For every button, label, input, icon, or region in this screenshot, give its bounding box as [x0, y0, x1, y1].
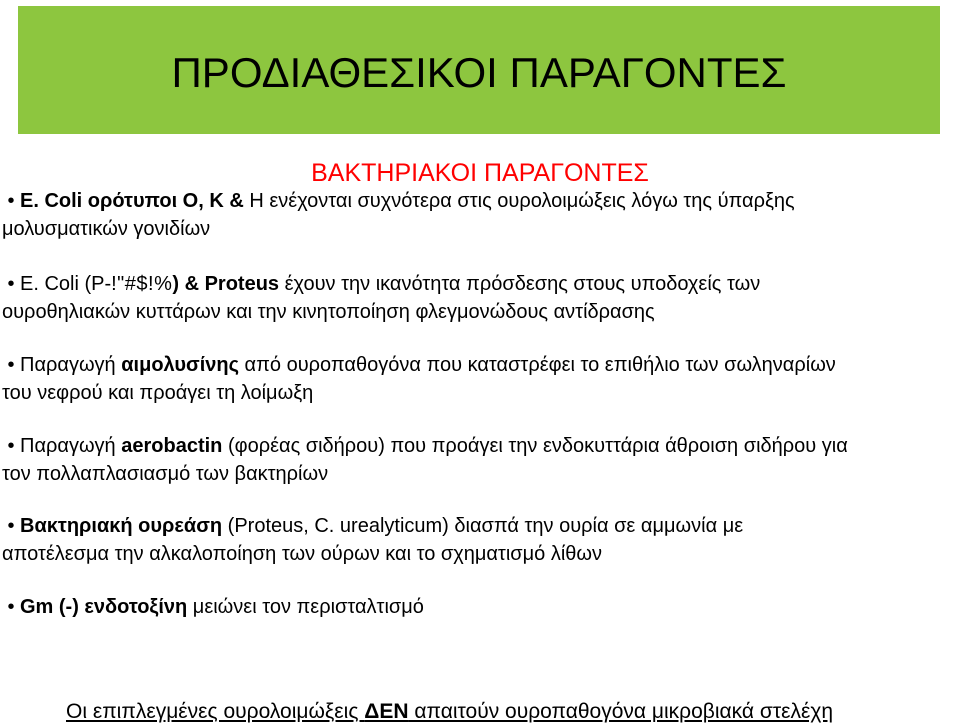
item-bold-text: E. Coli ορότυποι O, K &: [20, 190, 244, 212]
item-text: Παραγωγή: [20, 435, 122, 457]
section-subtitle: ΒΑΚΤΗΡΙΑΚΟΙ ΠΑΡΑΓΟΝΤΕΣ: [311, 159, 649, 187]
bullet: •: [7, 515, 15, 537]
page-title: ΠΡΟΔΙΑΘΕΣΙΚΟΙ ΠΑΡΑΓΟΝΤΕΣ: [171, 49, 787, 96]
item-text: τον πολλαπλασιασμό των βακτηρίων: [2, 463, 329, 485]
list-item: [2, 187, 954, 243]
item-text: μολυσματικών γονιδίων: [2, 218, 211, 240]
item-bold-text: αιμολυσίνης: [121, 354, 239, 376]
item-text: από ουροπαθογόνα που καταστρέφει το επιθήλιο των σωληναρίων: [239, 354, 836, 376]
item-text: (φορέας σιδήρου) που προάγει την ενδοκυττάρια άθροιση σιδήρου για: [222, 435, 848, 457]
item-text: ουροθηλιακών κυττάρων και την κινητοποίηση φλεγμονώδους αντίδρασης: [2, 301, 655, 323]
item-text: Παραγωγή: [20, 354, 122, 376]
bullet: •: [7, 596, 15, 618]
item-text: E. Coli (P-: [20, 273, 112, 295]
list-item: [2, 351, 954, 407]
item-garbled-text: !"#$!%: [111, 273, 173, 295]
item-bold-text: ) & Proteus: [172, 273, 280, 295]
item-text: μειώνει τον περισταλτισμό: [187, 596, 424, 618]
bullet: •: [7, 273, 15, 295]
item-text: (Proteus, C. urealyticum) διασπά την ουρία σε αμμωνία με: [222, 515, 744, 537]
item-text: αποτέλεσμα την αλκαλοποίηση των ούρων και το σχηματισμό λίθων: [2, 543, 602, 565]
footer-note: [66, 700, 833, 724]
item-bold-text: aerobactin: [121, 435, 223, 457]
item-bold-text: Gm (-) ενδοτοξίνη: [20, 596, 188, 618]
item-bold-text: Βακτηριακή ουρεάση: [20, 515, 223, 537]
bullet: •: [7, 354, 15, 376]
bullet: •: [7, 190, 15, 212]
list-item: [2, 270, 954, 326]
list-item: [2, 512, 954, 568]
footer-text: απαιτούν ουροπαθογόνα μικροβιακά στελέχη: [408, 700, 834, 723]
bullet: •: [7, 435, 15, 457]
footer-bold-text: ΔΕΝ: [364, 700, 409, 723]
title-banner: [18, 6, 940, 134]
item-text: H ενέχονται συχνότερα στις ουρολοιμώξεις λόγω της ύπαρξης: [243, 190, 795, 212]
list-item: [2, 593, 954, 621]
item-text: έχουν την ικανότητα πρόσδεσης στους υποδοχείς των: [279, 273, 761, 295]
footer-text: Οι επιπλεγμένες ουρολοιμώξεις: [66, 700, 365, 723]
item-text: του νεφρού και προάγει τη λοίμωξη: [2, 382, 314, 404]
list-item: [2, 432, 954, 488]
